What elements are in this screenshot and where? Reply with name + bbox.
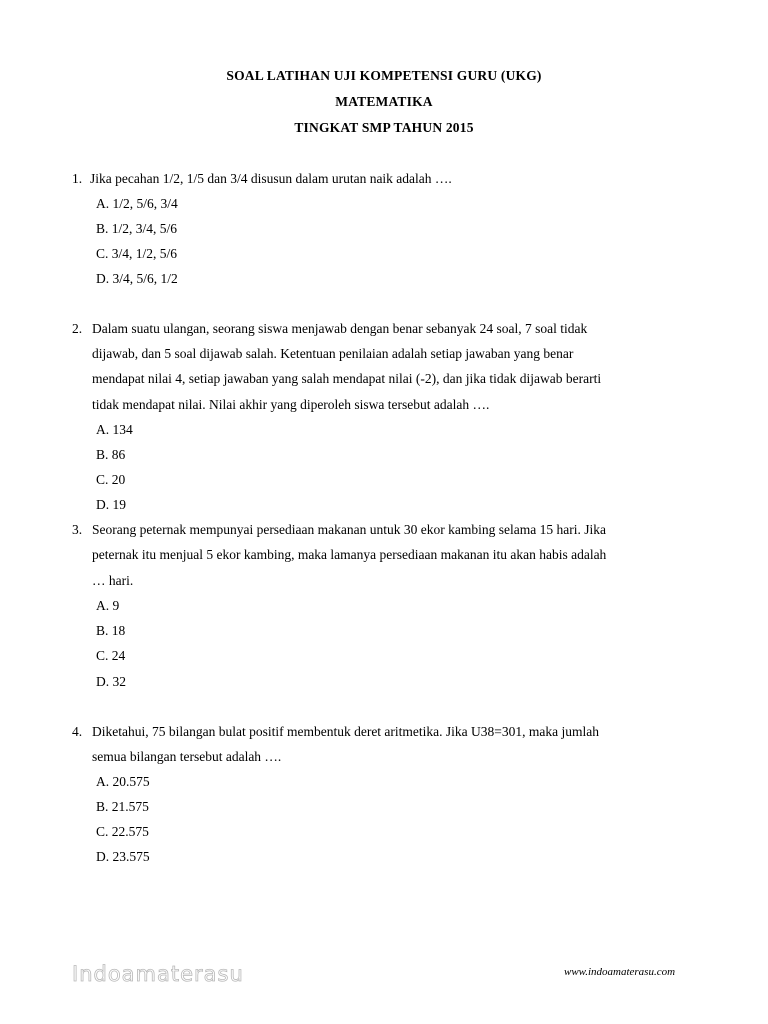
option-b: B. 1/2, 3/4, 5/6 xyxy=(96,221,178,236)
option-c: C. 24 xyxy=(96,648,126,663)
question-number: 1. xyxy=(72,171,83,186)
question-text: dijawab, dan 5 soal dijawab salah. Ketentuan penilaian adalah setiap jawaban yang benar xyxy=(92,346,574,361)
option-c: C. 22.575 xyxy=(96,824,149,839)
document-title: SOAL LATIHAN UJI KOMPETENSI GURU (UKG) xyxy=(226,68,542,83)
question-text: peternak itu menjual 5 ekor kambing, maka lamanya persediaan makanan itu akan habis adalah xyxy=(92,547,607,562)
option-c: C. 3/4, 1/2, 5/6 xyxy=(96,246,178,261)
question-text: tidak mendapat nilai. Nilai akhir yang diperoleh siswa tersebut adalah …. xyxy=(92,397,490,412)
question-number: 3. xyxy=(72,522,83,537)
question-text: Seorang peternak mempunyai persediaan makanan untuk 30 ekor kambing selama 15 hari. Jika xyxy=(92,522,606,537)
option-c: C. 20 xyxy=(96,472,126,487)
option-a: A. 20.575 xyxy=(96,774,150,789)
question-number: 4. xyxy=(72,724,83,739)
subject-title: MATEMATIKA xyxy=(335,94,433,109)
question-text: … hari. xyxy=(92,573,134,588)
level-title: TINGKAT SMP TAHUN 2015 xyxy=(294,120,474,135)
option-d: D. 19 xyxy=(96,497,126,512)
option-a: A. 134 xyxy=(96,422,133,437)
option-d: D. 23.575 xyxy=(96,849,150,864)
option-d: D. 3/4, 5/6, 1/2 xyxy=(96,271,178,286)
question-text: Dalam suatu ulangan, seorang siswa menjawab dengan benar sebanyak 24 soal, 7 soal tidak xyxy=(92,321,588,336)
option-b: B. 21.575 xyxy=(96,799,149,814)
question-text: Jika pecahan 1/2, 1/5 dan 3/4 disusun dalam urutan naik adalah …. xyxy=(90,171,452,186)
option-a: A. 1/2, 5/6, 3/4 xyxy=(96,196,178,211)
option-a: A. 9 xyxy=(96,598,120,613)
option-b: B. 86 xyxy=(96,447,126,462)
option-b: B. 18 xyxy=(96,623,126,638)
watermark-logo: Indoamaterasu xyxy=(72,962,244,986)
question-number: 2. xyxy=(72,321,83,336)
question-text: Diketahui, 75 bilangan bulat positif membentuk deret aritmetika. Jika U38=301, maka jumlah xyxy=(92,724,599,739)
option-d: D. 32 xyxy=(96,674,126,689)
question-text: mendapat nilai 4, setiap jawaban yang salah mendapat nilai (-2), dan jika tidak dijawab berarti xyxy=(92,371,602,386)
footer-url: www.indoamaterasu.com xyxy=(564,966,676,978)
question-text: semua bilangan tersebut adalah …. xyxy=(92,749,282,764)
